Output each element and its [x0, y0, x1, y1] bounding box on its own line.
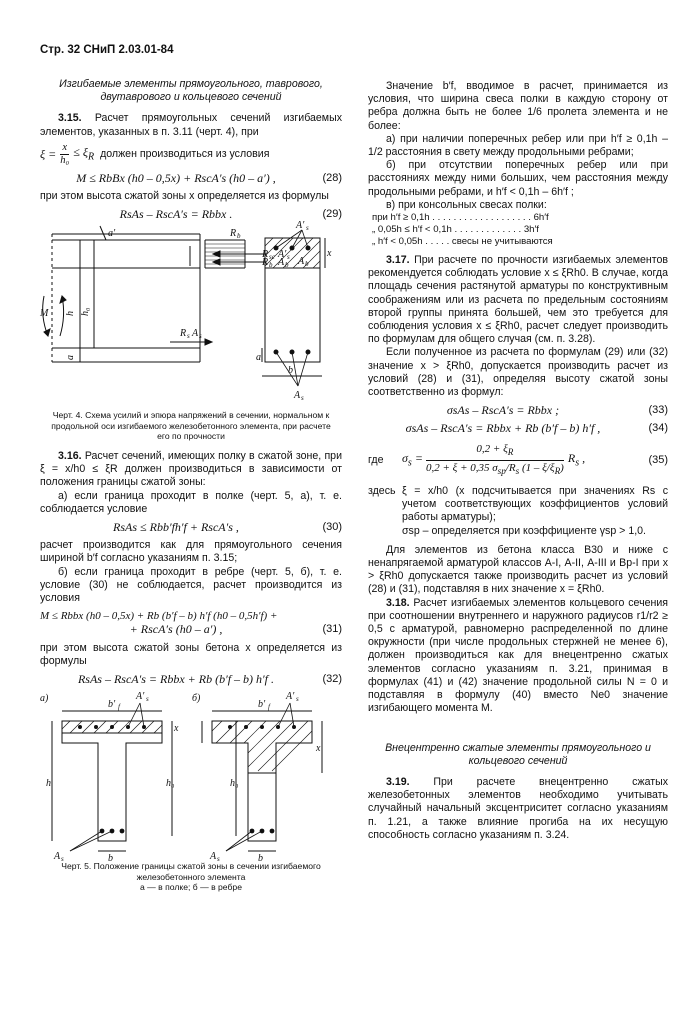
where-label: где — [368, 453, 384, 466]
svg-text:A′: A′ — [296, 220, 305, 232]
equation-32 — [40, 673, 342, 686]
text: Расчет сечений, имеющих полку в сжатой зоне, при ξ = x/h0 ≤ ξR должен производиться в зависимости от положения границы сжатой зоны: — [40, 449, 342, 489]
equation-number: (29) — [322, 208, 342, 221]
svg-text:h₀: h₀ — [230, 778, 239, 790]
page-header: Стр. 32 СНиП 2.03.01-84 — [40, 44, 174, 56]
paragraph-3-19 — [368, 776, 668, 842]
svg-text:R: R — [180, 328, 187, 340]
figure-5-subcaption: а — в полке; б — в ребре — [140, 882, 242, 893]
paragraph: Для элементов из бетона класса В30 и ниже с ненапрягаемой арматурой классов А-I, А-II, А-III и Вр-I при x > ξRh0 допускается также производить расчет из условий (28) и (31), подставляя в них значение x = ξRh0. — [368, 543, 668, 596]
svg-text:a): a) — [40, 693, 49, 705]
equation-28 — [40, 172, 342, 185]
svg-text:s: s — [296, 695, 299, 704]
formula: σsAs – RscA′s = Rbbx ; — [446, 403, 560, 418]
paragraph: а) при наличии поперечных ребер или при h′f ≥ 0,1h – 1/2 расстояния в свету между продольными ребрами; — [368, 132, 668, 159]
table-row: „ 0,05h ≤ h′f < 0,1h . . . . . . . . . . . . . 3h′f — [372, 224, 539, 236]
equation-35 — [368, 442, 668, 479]
section-title-2: Внецентренно сжатые элементы прямоугольного и кольцевого сечений — [385, 741, 651, 767]
table-row: „ h′f < 0,05h . . . . . свесы не учитываются — [372, 236, 553, 248]
svg-text:b: b — [108, 853, 113, 865]
text: должен производиться из условия — [100, 147, 270, 160]
svg-text:A: A — [54, 851, 61, 863]
svg-text:A: A — [278, 257, 285, 269]
here-label: здесь — [368, 485, 396, 498]
figure-5 — [40, 691, 342, 865]
equation-34 — [368, 422, 668, 435]
text: Расчет прямоугольных сечений изгибаемых элементов, указанных в п. 3.11 (черт. 4), при — [40, 112, 342, 138]
left-column — [40, 78, 342, 893]
formula: + RscA′s (h0 – a′) , — [129, 622, 223, 637]
table-row: при h′f ≥ 0,1h . . . . . . . . . . . . . . . . . . . 6h′f — [372, 212, 549, 224]
svg-text:s: s — [287, 253, 290, 262]
fraction: $0,2 + \xi_R$ 0,2 + ξ + 0,35 $\sigma_{sp}/R_s$ $(1 - \xi/\xi_R)$ — [425, 442, 564, 477]
text: ξ = x/h0 (x подсчитывается при значениях Rs с учетом соответствующих коэффициентов условий работы арматуры); — [402, 485, 668, 524]
paragraph: при этом высота сжатой зоны x определяется из формулы — [40, 190, 329, 203]
svg-text:x: x — [327, 248, 332, 260]
equation-30 — [40, 521, 342, 534]
paragraph: б) при отсутствии поперечных ребер или при расстояниях между ними больших, чем расстояния между продольными ребрами, и h′f < 0,1h – 6h′f ; — [368, 159, 668, 198]
clause-number: 3.17. — [386, 254, 410, 267]
svg-text:b′: b′ — [258, 699, 266, 711]
equation-number: (34) — [648, 422, 668, 435]
formula: M ≤ Rbbx (h0 – 0,5x) + Rb (b′f – b) h′f (h0 – 0,5h′f) + — [40, 610, 278, 623]
formula-sigma-s: $\sigma_s$ = — [402, 450, 426, 468]
svg-text:s: s — [199, 332, 202, 341]
condition-xi — [40, 142, 342, 167]
svg-text:x: x — [174, 723, 179, 735]
equation-number: (28) — [322, 171, 342, 184]
svg-text:h₀: h₀ — [80, 307, 91, 317]
fraction: $\frac{x}{\text{h₀}}$ — [60, 141, 70, 166]
formula: RsAs ≤ Rbb′fh′f + RscA′s , — [113, 519, 239, 534]
paragraph: б) если граница проходит в ребре (черт. 5, б), т. е. условие (30) не соблюдается, расчет производится из условия — [40, 565, 342, 604]
formula: M ≤ RbBx (h0 – 0,5x) + RscA′s (h0 – a′) , — [76, 170, 276, 185]
svg-text:f: f — [118, 703, 120, 712]
paragraph-3-18 — [368, 597, 668, 716]
svg-text:s: s — [146, 695, 149, 704]
equation-number: (32) — [322, 672, 342, 685]
formula-xi-r: ≤ $\xi_R$ — [73, 144, 95, 162]
svg-text:s: s — [306, 224, 309, 233]
overhang-table — [372, 212, 668, 248]
svg-text:h: h — [65, 311, 76, 317]
svg-text:x: x — [316, 743, 321, 755]
svg-text:b: b — [288, 365, 293, 377]
svg-text:s: s — [301, 394, 304, 403]
paragraph: Значение b′f, вводимое в расчет, принимается из условия, что ширина свеса полки в каждую сторону от ребра должна быть не более 1/6 пролета элемента и не более: — [368, 80, 668, 132]
equation-number: (30) — [322, 520, 342, 533]
paragraph: в) при консольных свесах полки: — [386, 198, 547, 211]
svg-text:a: a — [65, 355, 76, 361]
svg-text:A: A — [294, 390, 301, 402]
clause-number: 3.18. — [386, 596, 410, 609]
formula: σsAs – RscA′s = Rbbx + Rb (b′f – b) h′f , — [405, 421, 601, 436]
formula-xi: ξ = — [40, 146, 57, 161]
svg-text:б): б) — [192, 693, 201, 705]
figure-5-caption: Черт. 5. Положение границы сжатой зоны в сечении изгибаемого железобетонного элемента — [61, 861, 321, 882]
svg-text:A: A — [192, 328, 199, 340]
svg-text:a: a — [256, 352, 261, 364]
formula-rs: $R_s$ , — [567, 450, 586, 468]
figure-4 — [40, 220, 342, 406]
section-title: Изгибаемые элементы прямоугольного, таврового, двутаврового и кольцевого сечений — [59, 78, 323, 104]
svg-text:a′: a′ — [108, 228, 116, 240]
svg-text:M: M — [40, 308, 49, 320]
text: При расчете внецентренно сжатых железобетонных элементов необходимо учитывать случайный начальный эксцентриситет согласно указаниям п. 1.21, а также влияние прогиба на их несущую способность согласно указаниям п. 3.24. — [368, 775, 668, 841]
paragraph-3-16 — [40, 450, 342, 490]
clause-number: 3.15. — [58, 112, 82, 125]
svg-text:b: b — [305, 260, 309, 269]
text: Расчет изгибаемых элементов кольцевого сечения при соотношении внутреннего и наружного радиусов r1/r2 ≥ 0,5 с арматурой, равномерно распределенной по длине окружности (при числе продольных стержней не менее 6), должен производиться как для внецентренно сжатых элементов согласно указаниям п. 3.21, принимая в формулах (41) и (42) значение продольной силы N = 0 и подставляя в формулу (40) вместо Ne0 значение изгибающего момента M. — [368, 596, 668, 715]
equation-31-line-2 — [40, 623, 342, 636]
formula: RsAs – RscA′s = Rbbx . — [119, 207, 233, 222]
formula: RsAs – RscA′s = Rbbx + Rb (b′f – b) h′f . — [77, 671, 275, 686]
equation-number: (33) — [648, 404, 668, 417]
paragraph: при этом высота сжатой зоны бетона x определяется из формулы — [40, 641, 342, 667]
equation-number: (35) — [648, 453, 668, 466]
paragraph: а) если граница проходит в полке (черт. 5, а), т. е. соблюдается условие — [40, 489, 342, 515]
svg-text:A′: A′ — [278, 249, 287, 261]
svg-text:R: R — [262, 249, 269, 261]
svg-text:b′: b′ — [108, 699, 116, 711]
svg-text:h: h — [46, 778, 51, 790]
svg-text:b: b — [237, 232, 241, 241]
equation-33 — [368, 404, 668, 417]
svg-text:A′: A′ — [286, 691, 295, 703]
svg-text:b: b — [285, 261, 289, 270]
right-column — [368, 80, 668, 842]
clause-number: 3.19. — [386, 775, 410, 788]
paragraph-3-17 — [368, 254, 668, 346]
svg-text:R: R — [262, 257, 269, 269]
equation-number: (31) — [322, 623, 342, 636]
text: σsp – определяется при коэффициенте γsp > 1,0. — [402, 524, 646, 537]
svg-text:A′: A′ — [136, 691, 145, 703]
svg-text:R: R — [230, 228, 237, 240]
svg-text:s: s — [217, 855, 220, 864]
svg-text:f: f — [268, 703, 270, 712]
text: При расчете по прочности изгибаемых элементов рекомендуется соблюдать условие x ≤ ξRh0. В случае, когда площадь сечения растянутой арматуры по конструктивным соображениям или из расчета по предельным состояниям второй группы принята большей, чем это требуется для соблюдения условия x ≤ ξRh0, расчет следует производить по формулам для общего случая (см. п. 3.28). — [368, 254, 668, 346]
svg-text:s: s — [61, 855, 64, 864]
svg-text:s: s — [187, 332, 190, 341]
svg-text:b: b — [258, 853, 263, 865]
figure-4-caption: Черт. 4. Схема усилий и эпюра напряжений в сечении, нормальном к продольной оси изгибаемого железобетонного элемента, при расчете его по прочности — [51, 410, 331, 442]
svg-text:A: A — [298, 256, 305, 268]
explanation-here — [368, 485, 668, 525]
svg-text:b: b — [269, 261, 273, 270]
svg-text:A: A — [210, 851, 217, 863]
paragraph-3-15 — [40, 112, 342, 138]
svg-text:h₀: h₀ — [166, 778, 175, 790]
paragraph: Если полученное из расчета по формулам (29) или (32) значение x > ξRh0, допускается производить расчет из условий (28) и (31), определяя высоту сжатой зоны соответственно из формул: — [368, 346, 668, 399]
clause-number: 3.16. — [58, 449, 82, 462]
paragraph: расчет производится как для прямоугольного сечения шириной b′f согласно указаниям п. 3.15; — [40, 539, 342, 565]
svg-text:sc: sc — [269, 253, 275, 262]
